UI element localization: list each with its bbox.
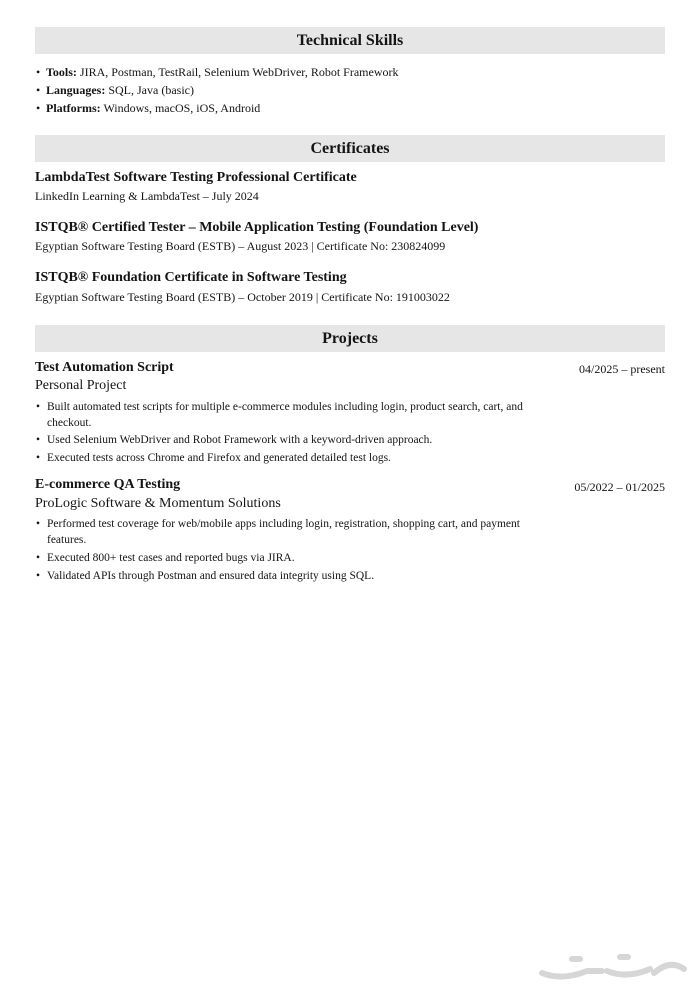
certificate-title: ISTQB® Foundation Certificate in Software Testing [35, 270, 347, 285]
bullet-text: Executed tests across Chrome and Firefox and generated detailed test logs. [47, 452, 391, 464]
project-bullet [36, 516, 526, 548]
bullet-icon: • [36, 65, 41, 79]
project-bullet [36, 432, 526, 448]
bullet-icon: • [36, 552, 41, 564]
skill-value: SQL, Java (basic) [108, 83, 194, 97]
skill-value: JIRA, Postman, TestRail, Selenium WebDriver, Robot Framework [79, 65, 399, 79]
bullet-icon: • [36, 518, 41, 530]
technical-skills-header: Technical Skills [35, 27, 665, 54]
bullet-text: Built automated test scripts for multiple e-commerce modules including login, product search, cart, and checkout. [47, 401, 523, 429]
skill-label: Tools: [46, 65, 77, 79]
bullet-icon: • [36, 101, 41, 115]
bullet-text: Validated APIs through Postman and ensured data integrity using SQL. [47, 570, 375, 582]
watermark-logo [532, 945, 692, 985]
project-title: E-commerce QA Testing [35, 477, 181, 492]
certificates-header: Certificates [35, 135, 665, 162]
skill-label: Languages: [46, 83, 106, 97]
certificate-issuer: Egyptian Software Testing Board (ESTB) – October 2019 | Certificate No: 191003022 [35, 290, 450, 304]
bullet-icon: • [36, 452, 41, 464]
bullet-icon: • [36, 83, 41, 97]
skill-platforms [36, 101, 260, 116]
project-bullet [36, 399, 526, 431]
certificate-title: ISTQB® Certified Tester – Mobile Application Testing (Foundation Level) [35, 220, 479, 235]
bullet-text: Used Selenium WebDriver and Robot Framework with a keyword-driven approach. [47, 434, 433, 446]
certificate-issuer: Egyptian Software Testing Board (ESTB) – August 2023 | Certificate No: 230824099 [35, 239, 446, 253]
bullet-icon: • [36, 570, 41, 582]
project-organization: ProLogic Software & Momentum Solutions [35, 496, 281, 511]
skill-value: Windows, macOS, iOS, Android [103, 101, 261, 115]
project-organization: Personal Project [35, 378, 127, 393]
skill-languages [36, 83, 194, 98]
bullet-icon: • [36, 434, 41, 446]
bullet-text: Executed 800+ test cases and reported bugs via JIRA. [47, 552, 295, 564]
project-bullet [36, 568, 526, 584]
project-bullet [36, 550, 526, 566]
bullet-text: Performed test coverage for web/mobile apps including login, registration, shopping cart, and payment features. [47, 518, 520, 546]
skill-tools [36, 65, 398, 80]
projects-header: Projects [35, 325, 665, 352]
project-title: Test Automation Script [35, 360, 174, 375]
bullet-icon: • [36, 401, 41, 413]
certificate-issuer: LinkedIn Learning & LambdaTest – July 2024 [35, 189, 259, 203]
project-bullet [36, 450, 526, 466]
certificate-title: LambdaTest Software Testing Professional Certificate [35, 170, 357, 185]
project-date: 05/2022 – 01/2025 [574, 480, 665, 494]
skill-label: Platforms: [46, 101, 101, 115]
project-date: 04/2025 – present [579, 362, 665, 376]
